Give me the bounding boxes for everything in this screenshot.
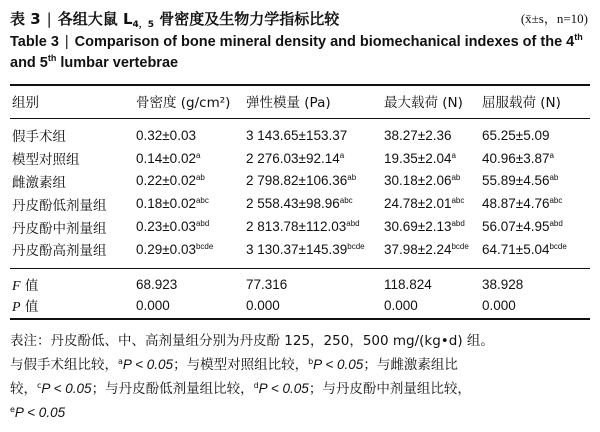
value-text: 48.87±4.76 bbox=[482, 196, 550, 212]
value-cell bbox=[136, 192, 246, 215]
significance-mark: bcde bbox=[451, 241, 469, 251]
stats-cell: 0.000 bbox=[482, 298, 516, 313]
value-cell bbox=[482, 215, 590, 238]
value-cell bbox=[384, 192, 482, 215]
value-cell bbox=[384, 147, 482, 170]
stats-label-text: 值 bbox=[20, 299, 39, 315]
table-row bbox=[10, 124, 590, 147]
significance-mark: bcde bbox=[347, 241, 365, 251]
value-cell bbox=[136, 147, 246, 170]
footnote-sup-b: b bbox=[308, 357, 314, 366]
stats-label-text: 值 bbox=[20, 278, 39, 294]
header-row bbox=[10, 86, 590, 116]
value-text: 37.98±2.24 bbox=[384, 241, 452, 257]
value-cell bbox=[482, 238, 590, 261]
footnote-sup-a: a bbox=[118, 357, 123, 366]
value-text: 0.23±0.03 bbox=[136, 219, 196, 235]
significance-mark: abc bbox=[339, 196, 353, 206]
significance-mark: bcde bbox=[549, 241, 567, 251]
footnote-sup-d: d bbox=[253, 381, 259, 390]
value-cell bbox=[246, 215, 384, 238]
significance-mark: ab bbox=[195, 173, 205, 183]
stats-row-f bbox=[10, 274, 590, 295]
value-cell bbox=[246, 238, 384, 261]
stats-cell: 0.000 bbox=[246, 298, 280, 313]
value-cell bbox=[136, 215, 246, 238]
table-row bbox=[10, 192, 590, 215]
bottom-rule bbox=[10, 318, 590, 320]
value-cell bbox=[482, 124, 590, 147]
value-text: 30.18±2.06 bbox=[384, 173, 452, 189]
table-title-en bbox=[10, 32, 590, 74]
value-text: 2 276.03±92.14 bbox=[246, 150, 340, 166]
significance-mark: ab bbox=[549, 173, 559, 183]
significance-mark: abd bbox=[549, 219, 563, 229]
significance-mark: abc bbox=[451, 196, 465, 206]
footnote-sup-c: c bbox=[37, 381, 42, 390]
significance-mark: bcde bbox=[195, 241, 214, 251]
value-cell bbox=[384, 215, 482, 238]
value-text: 3 130.37±145.39 bbox=[246, 241, 348, 257]
table-label-en: Table 3 bbox=[10, 34, 59, 50]
significance-mark: a bbox=[549, 150, 554, 160]
value-cell bbox=[482, 192, 590, 215]
header-yield-load: 屈服载荷 (N) bbox=[482, 95, 561, 111]
footnote-seg1: 与假手术组比较， bbox=[10, 357, 118, 373]
value-text: 0.22±0.02 bbox=[136, 173, 196, 189]
title-cn-rest: 骨密度及生物力学指标比较 bbox=[154, 10, 340, 28]
value-cell bbox=[384, 238, 482, 261]
group-name: 丹皮酚高剂量组 bbox=[12, 243, 107, 260]
table-row bbox=[10, 147, 590, 170]
footnote-seg3: ；与雌激素组比 bbox=[363, 357, 458, 373]
value-text: 64.71±5.04 bbox=[482, 241, 550, 257]
significance-mark: abd bbox=[195, 219, 210, 229]
table-label-cn: 表 3 bbox=[10, 10, 41, 28]
stats-cell: 0.000 bbox=[136, 298, 170, 313]
value-text: 2 798.82±106.36 bbox=[246, 173, 348, 189]
title-en-separator: | bbox=[64, 34, 69, 50]
value-text: 0.29±0.03 bbox=[136, 241, 196, 257]
value-text: 65.25±5.09 bbox=[482, 127, 550, 143]
header-elastic: 弹性模量 (Pa) bbox=[246, 95, 331, 111]
stats-label bbox=[10, 274, 136, 295]
value-text: 55.89±4.56 bbox=[482, 173, 550, 189]
value-cell bbox=[246, 192, 384, 215]
value-text: 56.07±4.95 bbox=[482, 219, 550, 235]
significance-mark: abc bbox=[195, 196, 209, 206]
significance-mark: abd bbox=[346, 219, 360, 229]
stat-note: (x̄±s，n=10) bbox=[520, 11, 588, 26]
stats-row-p bbox=[10, 295, 590, 316]
table-row bbox=[10, 215, 590, 238]
title-separator: | bbox=[46, 10, 52, 28]
table-row bbox=[10, 170, 590, 193]
value-cell bbox=[246, 147, 384, 170]
value-cell bbox=[136, 238, 246, 261]
footnote-p: P < 0.05 bbox=[122, 357, 174, 372]
stats-cell: 38.928 bbox=[482, 277, 524, 292]
significance-mark: abd bbox=[451, 219, 465, 229]
value-cell bbox=[482, 170, 590, 193]
title-en-part2: and 5 bbox=[10, 55, 48, 71]
footnote-sup-e: e bbox=[10, 405, 15, 414]
group-name: 假手术组 bbox=[12, 129, 66, 146]
header-max-load: 最大载荷 (N) bbox=[384, 95, 463, 111]
stats-cell: 118.824 bbox=[384, 277, 432, 292]
footnote-seg4: 较， bbox=[10, 381, 37, 397]
table-title-cn bbox=[10, 6, 590, 32]
value-text: 19.35±2.04 bbox=[384, 150, 452, 166]
stats-label bbox=[10, 295, 136, 316]
title-en-sup2: th bbox=[47, 53, 57, 64]
title-cn-main: 各组大鼠 L bbox=[57, 10, 133, 28]
significance-mark: a bbox=[451, 150, 456, 160]
value-cell bbox=[246, 170, 384, 193]
title-en-part1: Comparison of bone mineral density and biomechanical indexes of the 4 bbox=[74, 34, 575, 50]
stats-cell: 68.923 bbox=[136, 277, 178, 292]
title-en-sup1: th bbox=[574, 32, 583, 43]
footnote-p: P < 0.05 bbox=[41, 381, 92, 396]
value-cell bbox=[384, 124, 482, 147]
value-text: 3 143.65±153.37 bbox=[246, 127, 348, 143]
stats-cell: 77.316 bbox=[246, 277, 288, 292]
value-text: 2 558.43±98.96 bbox=[246, 196, 340, 212]
header-bmd: 骨密度 (g/cm²) bbox=[136, 95, 231, 111]
value-cell bbox=[136, 170, 246, 193]
group-name: 丹皮酚低剂量组 bbox=[12, 197, 107, 214]
significance-mark: ab bbox=[347, 173, 357, 183]
significance-mark: ab bbox=[451, 173, 461, 183]
footnote-seg6: ；与丹皮酚中剂量组比较， bbox=[308, 381, 471, 397]
title-cn-subscript: 4，5 bbox=[132, 20, 155, 30]
footnote-seg5: ；与丹皮酚低剂量组比较， bbox=[91, 381, 254, 397]
significance-mark: a bbox=[195, 150, 201, 160]
value-text: 40.96±3.87 bbox=[482, 150, 550, 166]
value-text: 38.27±2.36 bbox=[384, 127, 452, 143]
footnote-p: P < 0.05 bbox=[14, 405, 66, 420]
group-name: 雌激素组 bbox=[12, 174, 66, 191]
stats-label-italic: F bbox=[12, 279, 21, 294]
footnote-line1: 表注：丹皮酚低、中、高剂量组分别为丹皮酚 125，250，500 mg/(kg•d) 组。 bbox=[10, 333, 494, 349]
header-group: 组别 bbox=[12, 95, 39, 111]
value-text: 0.32±0.03 bbox=[136, 127, 196, 143]
value-cell bbox=[384, 170, 482, 193]
stats-label-italic: P bbox=[12, 300, 21, 315]
significance-mark: a bbox=[339, 150, 345, 160]
value-cell bbox=[246, 124, 384, 147]
table-row bbox=[10, 238, 590, 261]
group-name: 模型对照组 bbox=[12, 152, 80, 169]
header-rule bbox=[10, 118, 590, 119]
table-header bbox=[10, 86, 590, 116]
title-en-part3: lumbar vertebrae bbox=[56, 55, 179, 71]
value-text: 2 813.78±112.03 bbox=[246, 219, 347, 235]
data-table bbox=[10, 124, 590, 261]
stats-cell: 0.000 bbox=[384, 298, 418, 313]
stats-table bbox=[10, 274, 590, 316]
footnote-p: P < 0.05 bbox=[258, 381, 309, 396]
value-text: 0.14±0.02 bbox=[136, 150, 196, 166]
significance-mark: abc bbox=[549, 196, 563, 206]
value-text: 30.69±2.13 bbox=[384, 219, 452, 235]
value-cell bbox=[136, 124, 246, 147]
value-text: 0.18±0.02 bbox=[136, 196, 196, 212]
value-text: 24.78±2.01 bbox=[384, 196, 452, 212]
value-cell bbox=[482, 147, 590, 170]
table-footnote bbox=[10, 330, 594, 425]
stats-rule bbox=[10, 268, 590, 269]
footnote-p: P < 0.05 bbox=[313, 357, 364, 372]
group-name: 丹皮酚中剂量组 bbox=[12, 220, 107, 237]
footnote-seg2: ；与模型对照组比较， bbox=[173, 357, 309, 373]
